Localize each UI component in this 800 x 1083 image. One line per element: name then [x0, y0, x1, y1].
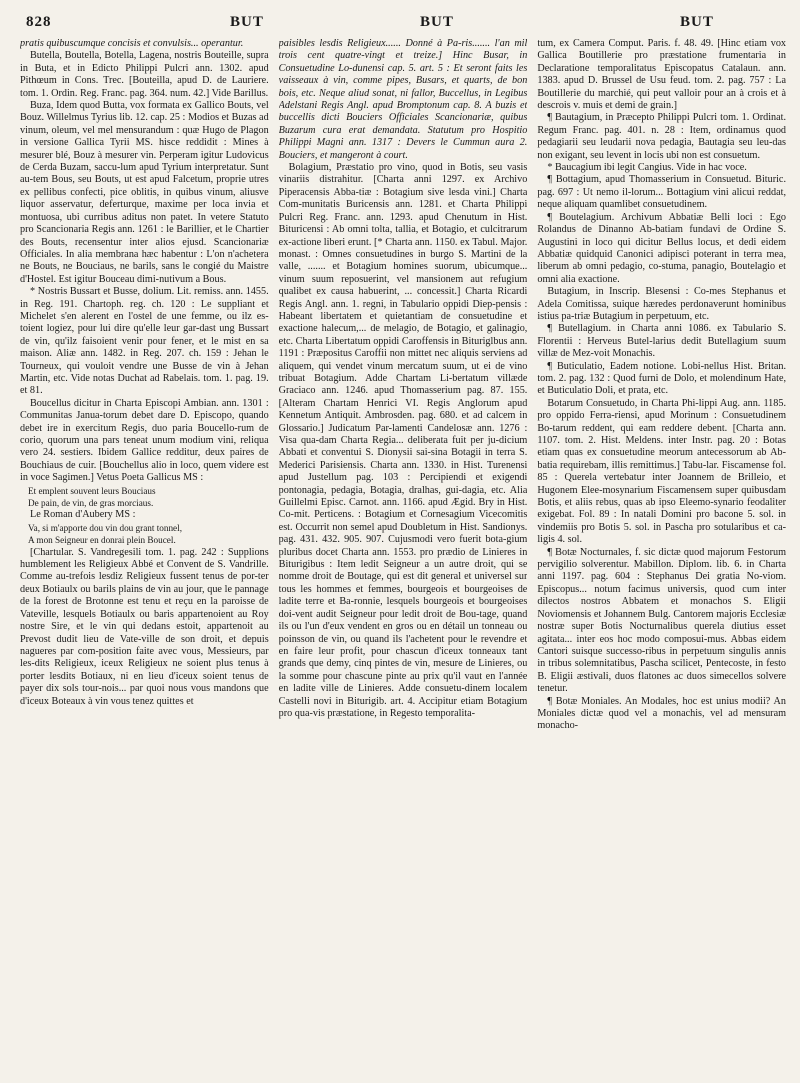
entry-paragraph: * Nostris Bussart et Busse, dolium. Lit. remiss. ann. 1455. in Reg. 191. Chartoph. reg. ch. 120 : Le suppliant et Michelet s'en alerent en l'ostel de une femme, ou ilz es-toient logiez, pour lui dire qu'elle leur gar-dast ung Bussart de vin, qu'ilz faisoient venir pour fener, et le mist en sa maison. Aliæ ann. 1482. in Reg. 207. ch. 159 : Jehan le Tourneux, qui vouloit vendre une Busse de vin à Jehan Martin, etc. Vide notas Duchat ad Rabelais. tom. 1. pag. 19. et 81.: [20, 286, 269, 397]
entry-paragraph: * Baucagium ibi legit Cangius. Vide in hac voce.: [547, 162, 747, 174]
entry-paragraph: Botarum Consuetudo, in Charta Phi-lippi Aug. ann. 1185. pro oppido Ferra-riensi, apud Morinum : Consuetudinem Bo-tarum reddent, qui eam reddere debent. [Charta ann. 1107. tom. 2. Hist. Meldens. inter Instr. pag. 20 : Botas etiam quas ex consuetudine meorum antecessorum ab Ab-batia requirebam, illis remittimus.] Tabu-lar. Fiscamense fol. 85 : Querela vertebatur inter Joannem de Brilleio, et Hugonem Elee-mosynarium Fiscamensem super quibusdam Botis, et aliis rebus, quas ab ipso Eleemo-synario feodaliter exigebat. Fol. 89 : In natali Domini pro bacone 5. sol. in vindemiis pro Botis 5. sol. in Pascha pro sotularibus et ca-ligis 4. sol.: [537, 397, 786, 546]
entry-paragraph: ¶ Bottagium, apud Thomasserium in Consuetud. Bituric. pag. 697 : Ut nemo il-lorum... Bottagium vini alicui reddat, neque aliquam quamlibet consuetudinem.: [537, 174, 786, 211]
page-number: 828: [26, 14, 52, 30]
column-middle: [279, 38, 528, 1068]
running-head-middle: BUT: [420, 14, 454, 30]
text-columns: [20, 38, 786, 1068]
running-header: [20, 0, 786, 38]
entry-paragraph: Le Roman d'Aubery MS :: [30, 509, 136, 521]
entry-paragraph: Butella, Boutella, Botella, Lagena, nostris Bouteille, supra in Buta, et in Edicto Philippi Pulcri ann. 1302. apud Pithœum in Cons. Trec. [Bouteilla, apud D. de Lauriere. tom. 1. Ordin. Reg. Franc. pag. 364. num. 42.] Vide Barillus.: [20, 50, 269, 99]
entry-paragraph: Et emplent souvent leurs Bouciaus: [28, 485, 156, 496]
column-right: [537, 38, 786, 1068]
entry-paragraph: ¶ Botæ Moniales. An Modales, hoc est unius modii? An Moniales dictæ quod vel a monachis, vel ad mensuram monacho-: [537, 695, 786, 732]
entry-paragraph: Boucellus dicitur in Charta Episcopi Ambian. ann. 1301 : Communitas Janua-torum debet dare D. Episcopo, quando debet ire in exercitum Regis, duo paria Boucello-rum de corio, quorum una pars teneat unum modium vini, reliqua vero 24. sestiers. Ibidem Gallice redditur, deux paires de Bouchiaus de cuir. [Bouchellus alio in loco, quem videre est in voce Sagimen.] Vetus Poeta Gallicus MS :: [20, 397, 269, 484]
entry-paragraph: tum, ex Camera Comput. Paris. f. 48. 49. [Hinc etiam vox Gallica Boutillerie pro præstatione frumentaria in Declaratione temporalitatus Episcopatus Catalaun. ann. 1383. apud D. Brussel de Usu feud. tom. 2. pag. 757 : La Boutillerie du marchié, qui peut valloir pour an à crois et à descrois v. muis et demi de grain.]: [537, 38, 786, 112]
entry-paragraph: ¶ Botæ Nocturnales, f. sic dictæ quod majorum Festorum pervigilio solverentur. Mabillon. Diplom. lib. 6. in Charta anni 1197. pag. 604 : Stephanus Dei gratia No-viom. Episcopus... notum facimus universis, quod cum inter dilectos nostros Abbatem et monachos S. Eligii Noviomensis et Johannem Bulg. Cantorem majoris Ecclesiæ nostræ super Botis Nocturnalibus querela diutius esset agitata... inter eos hoc modo composui-mus. Abbas eidem Cantori suisque successo-ribus in perpetuum singulis annis in tribus solemnitatibus, Pascha scilicet, Pentecoste, in festo B. Eligii æstivali, duos flatones ac duos simecellos solvere tenetur.: [537, 546, 786, 695]
entry-paragraph: ¶ Butellagium. in Charta anni 1086. ex Tabulario S. Florentii : Herveus Butel-larius dedit Butellagium suum villæ de Mez-voit Monachis.: [537, 323, 786, 360]
entry-paragraph: ¶ Buticulatio, Eadem notione. Lobi-nellus Hist. Britan. tom. 2. pag. 132 : Quod furni de Dolo, et molendinum Hate, et Buticulatio Doli, et prata, etc.: [537, 360, 786, 397]
entry-paragraph: De pain, de vin, de gras morciaus.: [28, 498, 154, 509]
entry-paragraph: [Chartular. S. Vandregesili tom. 1. pag. 242 : Supplions humblement les Religieux Abbé et Convent de S. Vandrille. Comme au-trefois lesdiz Religieux fussent tenus de por-ter deux Botiaulx ou barils plains de vin au jour, que le pannage de la forest de Brotonne est tenu et reçu en la paroisse de Vateville, lesquels Botiaulx ou baris appartenoient au Roy nostre Sire, et le vin qui dedans estoit, appartenoit au Prevost dudit lieu de Vate-ville de son droit, et depuis nagueres par com-position faite avec vous, Messieurs, par les-dits Religieux, iceux Religieux ne soient plus tenus à porter lesdits Botiaux, ni en lieu d'iceux soient tenus de payer dix sols tour-nois... par quoi nous vous mandons que d'iceux Boteaux à vin vous tenez quittes et: [20, 546, 269, 707]
entry-paragraph: paisibles lesdis Religieux...... Donné à Pa-ris....... l'an mil trois cent quatre-vingt et treize.] Hinc Busar, in Consuetudine Lo-dunensi cap. 5. art. 5 : Et seront faits les vaisseaux à vin, comme pipes, Busars, et quarts, de bon bois, etc. Neque aliud sonat, ni fallor, Buccellus, in Legibus Adelstani Regis Angl. apud Bromptonum cap. 8. A buzis et buccellis dicti Bouciers Officiales Scancionariæ, quibus Buzarum cura erat demandata. Statutum pro Hospitio Philippi Magni ann. 1317 : Devers le Cummun aura 2. Bouciers, et mangeront à court.: [278, 38, 528, 161]
entry-paragraph: Buza, Idem quod Butta, vox formata ex Gallico Bouts, vel Bouz. Willelmus Tyrius lib. 12. cap. 25 : Modios et Buzas ad vinum, oleum, vel mel mensurandum : quæ Hugo de Plagon in versione Gallica Tyrii MS. hisce reddidit : Mines à mesurer blé, Bouz à mesurer vin. Perperam igitur Ludovicus de Cerda Buzam, saccu-lum apud Tyrium interpretatur. Sunt au-tem Bous, seu Bouts, ut est apud Falcetum, proprie utres ex pellibus confecti, pice oblitis, in quibus vinum, aliusve liquor asservatur, deferturque, maxime per loca invia et montuosa, ubi curribus aditus non patet. In vetere Statuto pro Scancionaria Regis ann. 1261 : le Barillier, et le Chartier des Bouts, recensentur inter alios ejusd. Scancionariæ Officiales. In alia membrana hæc habentur : L'on n'achetera ne Bouts, ne Bouciaus, ne barils, sans le congié du Maistre d'Hostel. Est igitur Bouceau dimi-nutivum a Bous.: [20, 100, 269, 285]
entry-paragraph: A mon Seigneur en donrai plein Boucel.: [28, 535, 176, 546]
column-left: [20, 38, 269, 1068]
entry-paragraph: ¶ Boutelagium. Archivum Abbatiæ Belli loci : Ego Rolandus de Dinanno Ab-batiam fundavi de Ordine S. Augustini in loco qui dicitur Bellus locus, et dedi eidem Abbatiæ quidquid Canonici adipisci poterant in terra mea, liberum ab omni pedagio, co-stuma, panagio, Boutelagio et omni alia exactione.: [537, 211, 786, 285]
entry-paragraph: Butagium, in Inscrip. Blesensi : Co-mes Stephanus et Adela Comitissa, suique hæredes perdonaverunt hominibus istius pa-triæ Butagium in perpetuum, etc.: [537, 286, 786, 322]
running-head-right: BUT: [680, 14, 714, 30]
entry-paragraph: Va, si m'apporte dou vin dou grant tonnel,: [28, 522, 182, 533]
running-head-left: BUT: [230, 14, 264, 30]
entry-paragraph: ¶ Bautagium, in Præcepto Philippi Pulcri tom. 1. Ordinat. Regum Franc. pag. 401. n. 28 : Item, ordinamus quod pedagiarii seu leudarii nova pedagia, Bautagia seu leu-das non exigant, seu levent in locis ubi non est consuetum.: [537, 112, 786, 161]
entry-paragraph: pratis quibuscumque concisis et convulsis... operantur.: [20, 38, 244, 49]
entry-paragraph: Bolagium, Præstatio pro vino, quod in Botis, seu vasis vinariis distrahitur. [Charta anni 1297. ex Archivo Piperacensis Abba-tiæ : Botagium sive lesda vini.] Charta Com-munitatis Buricensis ann. 1281. et Charta Philippi Pulcri Reg. Franc. ann. 1293. apud Chenutum in Hist. Bituricensi : Ab omni tolta, tallia, et Botagio, et culcitrarum ex-actione liberi erunt. [* Charta ann. 1150. ex Tabul. Major. monast. : Omnes consuetudines in burgo S. Martini de la valle, ....... et Botagium homines suorum, ubicumque... vinum suum reposuerint, vel mansionem aut refugium qualibet ex causa habuerint, ... concessit.] Charta Ricardi Regis Angl. ann. 1. regni, in Tabulario oppidi Diep-pensis : Habeant libertatem et quietantiam de consuetudine et exactione halecum,... de melagio, de Botagio, et galinagio, etc. Charta Libertatum oppidi Caroffensis in Bituriglbus ann. 1191 : Præpositus Caroffii non mittet nec aliquis serviens ad aliquem, qui vendet vinum mercatum suum, ut ei de vino tribuat Botagium. Adde Chartam Li-bertatum villæde Graciaco ann. 1246. apud Thomasserium pag. 87. 155. [Alteram Chartam Henrici VI. Regis Anglorum apud Kennetum Antiquit. Ambrosden. pag. 680. et ad calcem in Glossario.] Judicatum Par-lamenti Candelosæ ann. 1276 : Visa qua-dam Charta Regia... deliberata fuit per ju-dicium Abbati et conventui S. Dionysii sai-sina Botagii in terra S. Mederici Parisiensis. Charta ann. 1330. in Hist. Turenensi apud Justellum pag. 103 : Percipiendi et exigendi pontonagia, pedagia, Botagia, dralhas, gui-dagia, etc. Alia Guillelmi Episc. Carnot. ann. 1166. apud Ægid. Bry in Hist. Co-mit. Perticens. : Botagium et Cornesagium Vicecomitis est. Occurrit non semel apud Doubletum in Hist. Sandionys. pag. 431. 432. 905. 907. Cujusmodi vero fuerit bota-gium pluribus docet Charta ann. 1553. pro prædio de Linieres in Biturigibus : Item ledit Seigneur a un autre droit, qui se nomme droit de Boutage, qui est dit general et universel sur tous les hommes et femmes, bourgeois et bourgeoises de ladite terre et Ba-ronnie, lesquels bourgeois et bourgeoises doi-vent audit Seigneur pour ledit droit de Bou-tage, quand ils ou l'un d'eux vendent en gros ou en détail un tonneau ou poinsson de vin, ou quand ils l'achetent pour le revendre et en faire leur profit, pour chascun d'iceux tonneaux tant grands que demy, cinq pintes de vin, mesure de Linieres, ou la somme pour chascune pinte au prix qu'il vaut en l'année en ladite ville de Linieres. Adde consuetu-dinem localem Castelli novi in Biturigib. art. 4. Accipitur etiam Botagium pro qua-vis præstatione, in Regesto temporalita-: [278, 162, 528, 719]
